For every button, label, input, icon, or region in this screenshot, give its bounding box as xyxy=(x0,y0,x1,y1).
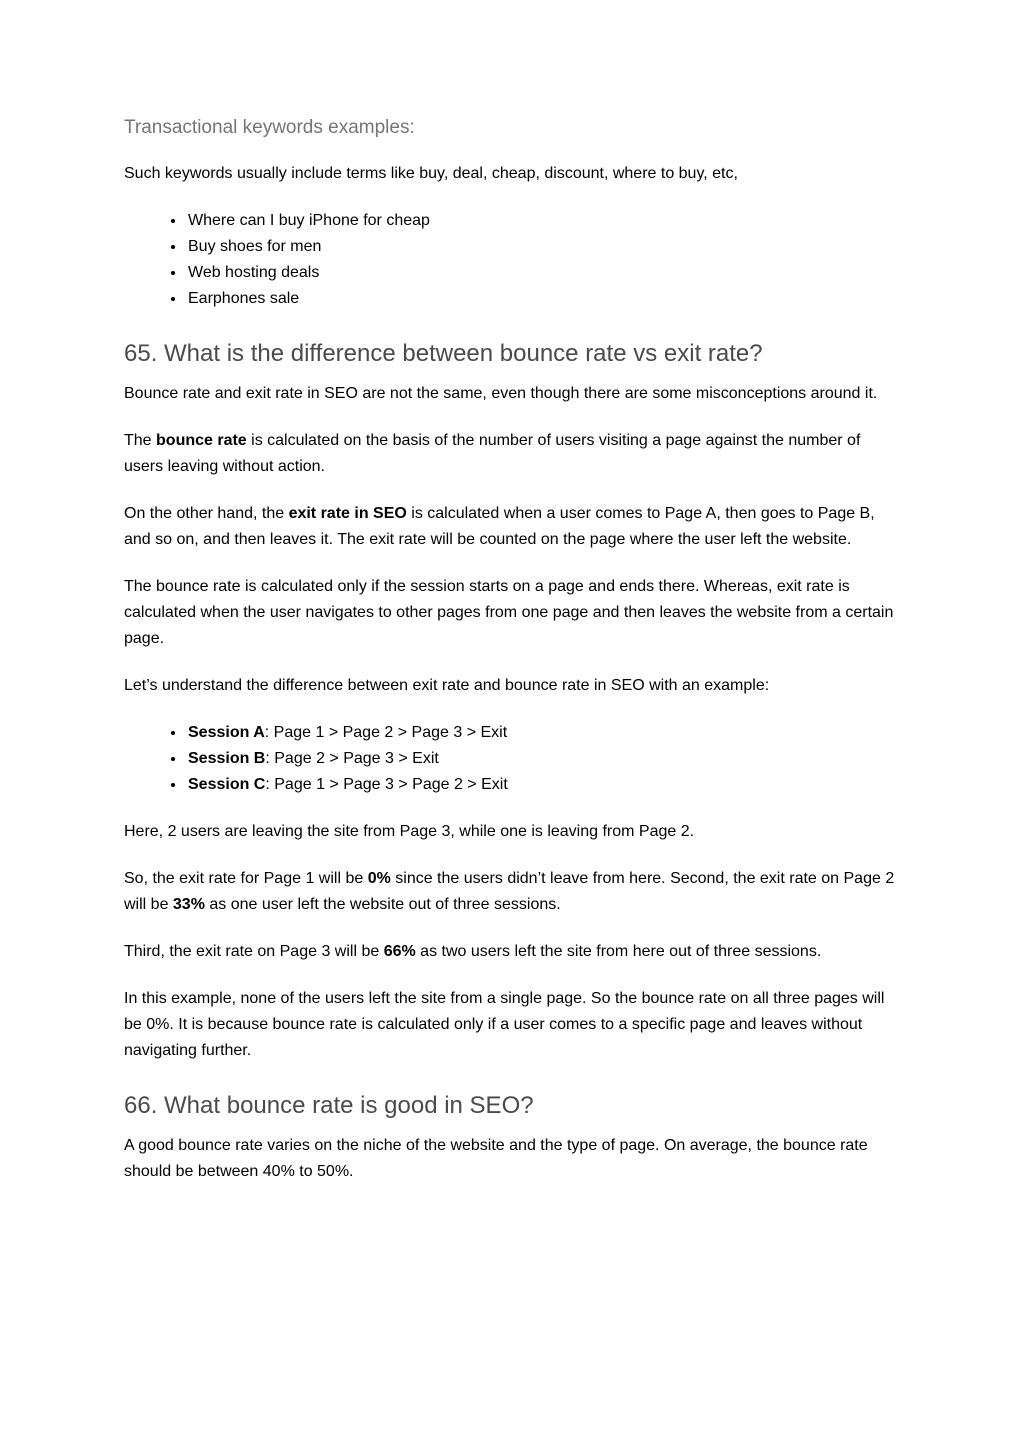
text-segment: : Page 1 > Page 3 > Page 2 > Exit xyxy=(265,776,508,793)
bold-text-session-label: Session B xyxy=(188,750,266,767)
bold-text-exit-rate-0pct: 0% xyxy=(367,870,391,887)
sessions-list xyxy=(124,720,900,798)
keyword-examples-list xyxy=(124,208,900,312)
text-segment: So, the exit rate for Page 1 will be xyxy=(124,870,368,887)
list-item-keyword-example: • Earphones sale xyxy=(186,286,900,312)
text-segment: : Page 1 > Page 2 > Page 3 > Exit xyxy=(264,724,508,741)
paragraph-q65-intro: Bounce rate and exit rate in SEO are not the same, even though there are some misconceptions around it. xyxy=(124,385,878,402)
text-segment: The xyxy=(124,432,157,449)
paragraph-example-intro: Let’s understand the difference between exit rate and bounce rate in SEO with an example: xyxy=(124,677,770,694)
bold-text-exit-rate: exit rate in SEO xyxy=(288,505,407,522)
text-segment: Third, the exit rate on Page 3 will be xyxy=(124,943,384,960)
list-item-session-b xyxy=(186,746,900,772)
paragraph-bounce-vs-exit-explanation: The bounce rate is calculated only if the session starts on a page and ends there. Whereas, exit rate is calculated when the user navigates to other pages from one page and then leaves the website from a certain page. xyxy=(124,578,894,647)
subheading-transactional-keywords: Transactional keywords examples: xyxy=(124,117,415,138)
bold-text-session-label: Session A xyxy=(188,724,265,741)
paragraph-exit-rate-definition xyxy=(124,501,900,553)
list-item-session-c xyxy=(186,772,900,798)
bold-text-exit-rate-33pct: 33% xyxy=(172,896,205,913)
list-item-keyword-example: • Where can I buy iPhone for cheap xyxy=(186,208,900,234)
paragraph-exit-rate-page3 xyxy=(124,939,900,965)
list-item-keyword-example: • Web hosting deals xyxy=(186,260,900,286)
paragraph-bounce-rate-definition xyxy=(124,428,900,480)
paragraph-keywords-intro: Such keywords usually include terms like buy, deal, cheap, discount, where to buy, etc, xyxy=(124,165,738,182)
text-segment: as two users left the site from here out of three sessions. xyxy=(415,943,822,960)
paragraph-q66-answer: A good bounce rate varies on the niche of the website and the type of page. On average, the bounce rate should be between 40% to 50%. xyxy=(124,1137,868,1180)
bold-text-session-label: Session C xyxy=(188,776,266,793)
paragraph-exit-rate-page1-page2 xyxy=(124,866,900,918)
list-item-keyword-example: • Buy shoes for men xyxy=(186,234,900,260)
text-segment: as one user left the website out of three sessions. xyxy=(204,896,561,913)
paragraph-bounce-rate-conclusion: In this example, none of the users left the site from a single page. So the bounce rate on all three pages will be 0%. It is because bounce rate is calculated only if a user comes to a specific page and leaves without navigating further. xyxy=(124,990,885,1059)
list-item-session-a xyxy=(186,720,900,746)
heading-q66-good-bounce-rate: 66. What bounce rate is good in SEO? xyxy=(124,1092,534,1119)
bold-text-bounce-rate: bounce rate xyxy=(156,432,247,449)
paragraph-example-summary: Here, 2 users are leaving the site from Page 3, while one is leaving from Page 2. xyxy=(124,823,695,840)
text-segment: since the users didn’t leave from here. Second, the exit rate on Page 2 will be xyxy=(124,870,895,913)
text-segment: is calculated when a user comes to Page A, then goes to Page B, and so on, and then leaves it. The exit rate will be counted on the page where the user left the website. xyxy=(124,505,875,548)
heading-q65-bounce-vs-exit: 65. What is the difference between bounce rate vs exit rate? xyxy=(124,340,763,367)
text-segment: : Page 2 > Page 3 > Exit xyxy=(265,750,439,767)
bold-text-exit-rate-66pct: 66% xyxy=(383,943,416,960)
text-segment: On the other hand, the xyxy=(124,505,289,522)
text-segment: is calculated on the basis of the number of users visiting a page against the number of users leaving without action. xyxy=(124,432,861,475)
